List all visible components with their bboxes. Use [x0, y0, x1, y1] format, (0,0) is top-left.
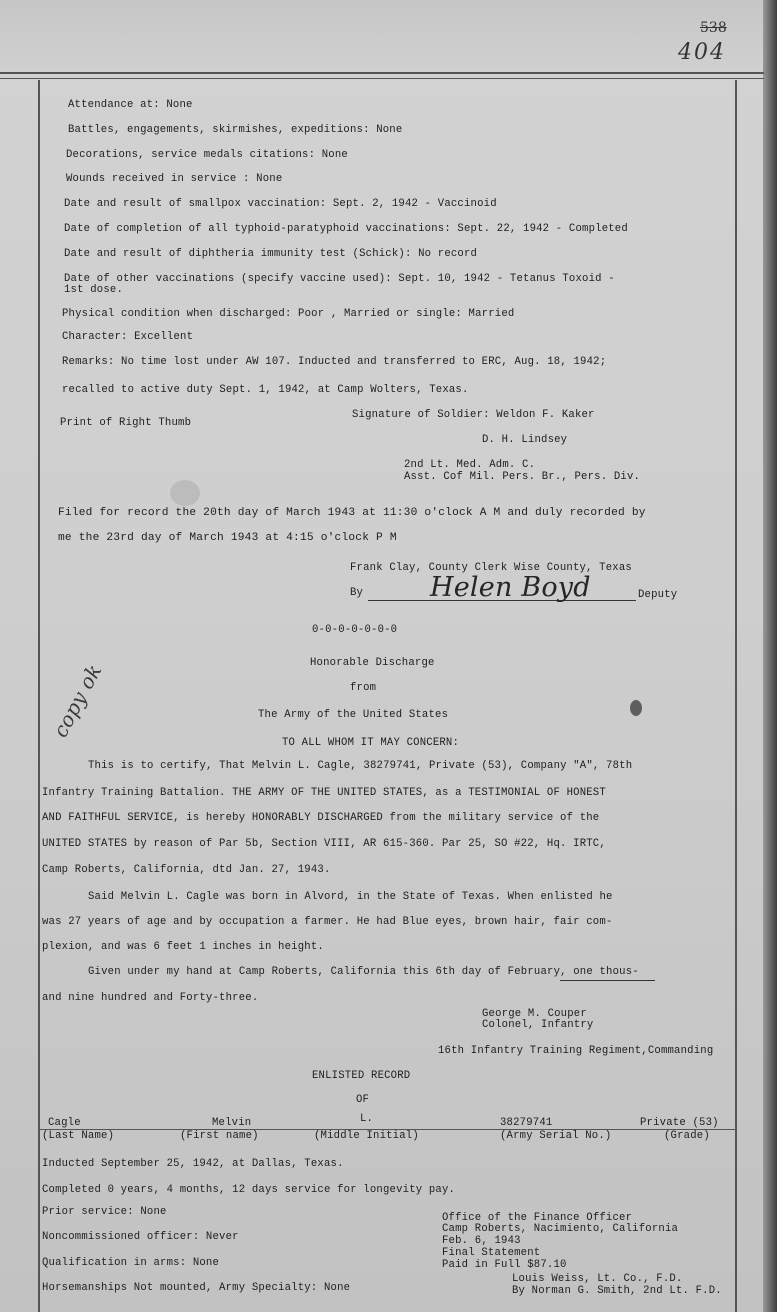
- other-vaccinations-line-2: 1st dose.: [64, 284, 124, 296]
- label-first-name: (First name): [180, 1130, 259, 1142]
- diphtheria-line: Date and result of diphtheria immunity test (Schick): No record: [64, 248, 478, 260]
- discharge-from: from: [350, 682, 377, 694]
- officer-title: 2nd Lt. Med. Adm. C.: [404, 459, 536, 471]
- separator: 0-0-0-0-0-0-0: [312, 624, 398, 636]
- cert-line: Camp Roberts, California, dtd Jan. 27, 1943.: [42, 864, 331, 876]
- noncom-officer: Noncommissioned officer: Never: [42, 1231, 239, 1243]
- discharge-heading: Honorable Discharge: [310, 657, 435, 669]
- born-line: was 27 years of age and by occupation a farmer. He had Blue eyes, brown hair, fair com-: [42, 916, 613, 928]
- prior-service: Prior service: None: [42, 1206, 167, 1218]
- finance-line: Camp Roberts, Nacimiento, California: [442, 1223, 679, 1235]
- soldier-signature: Signature of Soldier: Weldon F. Kaker: [352, 409, 595, 421]
- record-grade: Private (53): [640, 1117, 719, 1129]
- finance-line: By Norman G. Smith, 2nd Lt. F.D.: [512, 1285, 722, 1297]
- discharge-army: The Army of the United States: [258, 709, 449, 721]
- label-last-name: (Last Name): [42, 1130, 115, 1142]
- page-top-margin: [0, 0, 777, 70]
- margin-note: copy ok: [48, 660, 107, 742]
- typhoid-line: Date of completion of all typhoid-paratyphoid vaccinations: Sept. 22, 1942 - Completed: [64, 223, 628, 235]
- filed-line-2: me the 23rd day of March 1943 at 4:15 o'clock P M: [58, 532, 397, 544]
- deputy-label: Deputy: [638, 589, 678, 601]
- horsemanship-line: Horsemanships Not mounted, Army Specialty: None: [42, 1282, 351, 1294]
- other-vaccinations-line: Date of other vaccinations (specify vaccine used): Sept. 10, 1942 - Tetanus Toxoid -: [64, 273, 615, 285]
- cert-line: This is to certify, That Melvin L. Cagle, 38279741, Private (53), Company "A", 78th: [88, 760, 633, 772]
- record-first-name: Melvin: [212, 1117, 252, 1129]
- left-margin-rule: [38, 80, 40, 1312]
- deputy-signature: Helen Boyd: [430, 572, 591, 603]
- date-underline: [560, 980, 655, 981]
- commander-name: George M. Couper: [482, 1008, 587, 1020]
- decorations-line: Decorations, service medals citations: None: [66, 149, 348, 161]
- ink-spot: [630, 700, 642, 716]
- attendance-line: Attendance at: None: [68, 99, 193, 111]
- inducted-line: Inducted September 25, 1942, at Dallas, Texas.: [42, 1158, 344, 1170]
- label-serial: (Army Serial No.): [500, 1130, 612, 1142]
- remarks-line-2: recalled to active duty Sept. 1, 1942, at Camp Wolters, Texas.: [62, 384, 469, 396]
- county-clerk: Frank Clay, County Clerk Wise County, Texas: [350, 562, 632, 574]
- paper-stain: [170, 480, 200, 506]
- cert-line: Infantry Training Battalion. THE ARMY OF THE UNITED STATES, as a TESTIMONIAL OF HONEST: [42, 787, 606, 799]
- born-line: plexion, and was 6 feet 1 inches in height.: [42, 941, 324, 953]
- by-label: By: [350, 587, 364, 599]
- struck-page-number: 538: [700, 20, 727, 36]
- label-middle-initial: (Middle Initial): [314, 1130, 419, 1142]
- top-rule-2: [0, 78, 764, 79]
- cert-line: UNITED STATES by reason of Par 5b, Section VIII, AR 615-360. Par 25, SO #22, Hq. IRTC,: [42, 838, 606, 850]
- finance-line: Office of the Finance Officer: [442, 1212, 633, 1224]
- record-middle-initial: L.: [360, 1113, 374, 1125]
- page-edge: [763, 0, 777, 1312]
- finance-line: Feb. 6, 1943: [442, 1235, 521, 1247]
- record-serial: 38279741: [500, 1117, 553, 1129]
- right-margin-rule: [735, 80, 737, 1312]
- label-grade: (Grade): [664, 1130, 710, 1142]
- finance-line: Final Statement: [442, 1247, 541, 1259]
- character-line: Character: Excellent: [62, 331, 194, 343]
- page-number: 404: [678, 40, 726, 65]
- remarks-line: Remarks: No time lost under AW 107. Inducted and transferred to ERC, Aug. 18, 1942;: [62, 356, 607, 368]
- finance-line: Louis Weiss, Lt. Co., F.D.: [512, 1273, 683, 1285]
- completed-line: Completed 0 years, 4 months, 12 days service for longevity pay.: [42, 1184, 456, 1196]
- enlisted-record-of: OF: [356, 1094, 370, 1106]
- record-last-name: Cagle: [48, 1117, 81, 1129]
- to-all-concern: TO ALL WHOM IT MAY CONCERN:: [282, 737, 460, 749]
- commander-unit: 16th Infantry Training Regiment,Commanding: [438, 1045, 714, 1057]
- wounds-line: Wounds received in service : None: [66, 173, 283, 185]
- given-line: Given under my hand at Camp Roberts, California this 6th day of February, one thous-: [88, 966, 639, 978]
- enlisted-record-heading: ENLISTED RECORD: [312, 1070, 411, 1082]
- finance-line: Paid in Full $87.10: [442, 1259, 567, 1271]
- officer-name: D. H. Lindsey: [482, 434, 568, 446]
- filed-line: Filed for record the 20th day of March 1943 at 11:30 o'clock A M and duly recorded by: [58, 507, 646, 519]
- battles-line: Battles, engagements, skirmishes, expeditions: None: [68, 124, 403, 136]
- given-line: and nine hundred and Forty-three.: [42, 992, 259, 1004]
- smallpox-line: Date and result of smallpox vaccination: Sept. 2, 1942 - Vaccinoid: [64, 198, 497, 210]
- cert-line: AND FAITHFUL SERVICE, is hereby HONORABLY DISCHARGED from the military service of the: [42, 812, 600, 824]
- thumb-print-label: Print of Right Thumb: [60, 417, 192, 429]
- officer-title-2: Asst. Cof Mil. Pers. Br., Pers. Div.: [404, 471, 641, 483]
- born-line: Said Melvin L. Cagle was born in Alvord, in the State of Texas. When enlisted he: [88, 891, 613, 903]
- commander-rank: Colonel, Infantry: [482, 1019, 594, 1031]
- physical-condition-line: Physical condition when discharged: Poor , Married or single: Married: [62, 308, 515, 320]
- qualification-arms: Qualification in arms: None: [42, 1257, 220, 1269]
- top-rule: [0, 72, 764, 74]
